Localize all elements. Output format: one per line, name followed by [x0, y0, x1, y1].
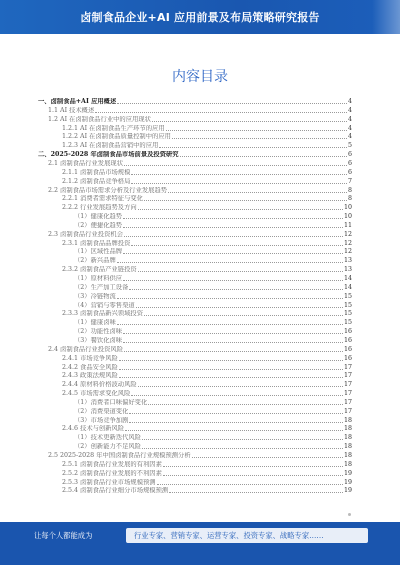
toc-entry-page: 14 — [343, 275, 352, 282]
toc-entry[interactable] — [48, 116, 352, 124]
toc-entry-page: 16 — [343, 336, 352, 344]
toc-leader-dots — [123, 217, 343, 219]
toc-entry-page: 16 — [343, 354, 352, 362]
footer-banner — [0, 522, 400, 565]
toc-entry-title: 1.2 AI 在卤制食品行业中的应用现状 — [48, 115, 151, 123]
toc-entry-page: 19 — [343, 487, 352, 495]
toc-leader-dots — [168, 191, 347, 193]
toc-entry-page: 4 — [347, 98, 352, 105]
toc-entry[interactable] — [48, 231, 352, 239]
toc-entry-title: 2.4.6 技术与创新风险 — [62, 425, 125, 433]
toc-entry-page: 5 — [347, 142, 352, 150]
toc-entry-page: 8 — [347, 195, 352, 203]
toc-entry-page: 19 — [343, 478, 352, 486]
toc-entry-page: 15 — [343, 319, 352, 327]
toc-entry-title: （4）营销与零售渠道 — [74, 301, 135, 309]
toc-entry-title: 2.1.2 卤制食品竞争格局 — [62, 177, 131, 185]
toc-entry-page: 10 — [343, 213, 352, 221]
toc-entry[interactable] — [62, 425, 352, 433]
toc-entry[interactable] — [48, 160, 352, 168]
toc-entry[interactable] — [74, 257, 352, 265]
toc-entry-page: 18 — [343, 425, 352, 433]
toc-entry-title: （2）功能性卤味 — [74, 328, 123, 336]
toc-entry[interactable] — [62, 390, 352, 398]
toc-entry-page: 18 — [343, 434, 352, 442]
footer-slogan: 让每个人都能成为 — [34, 531, 93, 540]
toc-leader-dots — [124, 164, 347, 166]
toc-entry[interactable] — [74, 222, 352, 230]
toc-entry-title: 2.5.3 卤制食品行业市场规模预测 — [62, 478, 156, 486]
toc-entry[interactable] — [62, 240, 352, 248]
toc-entry[interactable] — [62, 195, 352, 203]
toc-leader-dots — [117, 297, 343, 299]
toc-leader-dots — [119, 359, 343, 361]
toc-leader-dots — [169, 491, 343, 493]
report-header-bar — [0, 0, 400, 34]
toc-leader-dots — [144, 199, 347, 201]
toc-entry-title: 2.3.3 卤制食品新兴领域投资 — [62, 310, 143, 318]
toc-entry-page: 18 — [343, 452, 352, 459]
toc-entry-page: 17 — [343, 390, 352, 398]
toc-entry[interactable] — [48, 107, 352, 115]
toc-entry[interactable] — [74, 399, 352, 407]
toc-entry-page: 13 — [343, 257, 352, 265]
toc-entry-page: 10 — [343, 204, 352, 212]
toc-entry[interactable] — [74, 302, 352, 310]
toc-entry-page: 15 — [343, 310, 352, 318]
toc-entry[interactable] — [62, 372, 352, 380]
toc-heading: 内容目录 — [172, 69, 228, 85]
toc-leader-dots — [123, 332, 343, 334]
toc-entry-title: （1）消费者口味偏好变化 — [74, 398, 148, 406]
page-marker-dot — [348, 513, 351, 516]
toc-entry-title: （1）健康化趋势 — [74, 213, 123, 221]
toc-entry-page: 18 — [343, 443, 352, 451]
toc-entry-title: 2.3 卤制食品行业投资机会 — [48, 230, 123, 238]
toc-leader-dots — [142, 447, 343, 449]
toc-entry-page: 6 — [347, 159, 352, 167]
toc-entry-title: 2.4 卤制食品行业投资风险 — [48, 345, 123, 353]
toc-leader-dots — [123, 341, 343, 343]
toc-leader-dots — [172, 137, 347, 139]
toc-entry[interactable] — [74, 417, 352, 425]
toc-entry-title: 2.5 2025-2028 年中国卤制食品行业规模预测分析 — [48, 452, 191, 459]
toc-entry-page: 18 — [343, 416, 352, 424]
toc-entry-title: 1.2.2 AI 在卤制食品质量控制中的应用 — [62, 133, 171, 141]
toc-entry[interactable] — [62, 133, 352, 141]
toc-entry-page: 15 — [343, 301, 352, 309]
toc-entry-page: 12 — [343, 248, 352, 256]
toc-entry[interactable] — [62, 470, 352, 478]
footer-roles-text: 行业专家、营销专家、运营专家、投资专家、战略专家…… — [134, 531, 324, 540]
toc-entry-title: 2.4.5 市场需求变化风险 — [62, 390, 131, 398]
toc-leader-dots — [138, 208, 343, 210]
toc-entry[interactable] — [48, 187, 352, 195]
toc-entry-title: （1）技术更新迭代风险 — [74, 434, 141, 442]
toc-entry-page: 4 — [347, 133, 352, 141]
toc-leader-dots — [124, 235, 343, 237]
toc-leader-dots — [136, 306, 343, 308]
toc-entry-title: （2）创新能力不足风险 — [74, 443, 141, 451]
toc-entry[interactable] — [74, 248, 352, 256]
toc-entry-page: 16 — [343, 328, 352, 336]
toc-leader-dots — [117, 261, 343, 263]
toc-entry[interactable] — [62, 125, 352, 133]
toc-leader-dots — [159, 146, 347, 148]
toc-entry[interactable] — [62, 355, 352, 363]
toc-leader-dots — [125, 429, 343, 431]
toc-entry-title: （2）消费渠道变化 — [74, 407, 129, 415]
toc-leader-dots — [123, 279, 343, 281]
toc-entry-page: 12 — [343, 239, 352, 247]
toc-entry[interactable] — [74, 284, 352, 292]
toc-entry[interactable] — [48, 346, 352, 354]
toc-leader-dots — [144, 314, 343, 316]
toc-entry[interactable] — [38, 98, 352, 106]
toc-leader-dots — [163, 474, 343, 476]
toc-entry-page: 17 — [343, 372, 352, 380]
toc-entry[interactable] — [74, 293, 352, 301]
toc-entry-title: （1）区域性品牌 — [74, 248, 123, 256]
toc-entry[interactable] — [74, 319, 352, 327]
toc-entry[interactable] — [62, 479, 352, 487]
toc-leader-dots — [131, 244, 343, 246]
toc-entry[interactable] — [62, 487, 352, 495]
toc-leader-dots — [117, 102, 347, 104]
toc-entry-page: 17 — [343, 398, 352, 406]
toc-entry-page: 17 — [343, 363, 352, 371]
toc-leader-dots — [129, 412, 343, 414]
toc-entry-title: 2.2.1 消费者需求特征与变化 — [62, 195, 143, 203]
toc-leader-dots — [152, 120, 347, 122]
toc-entry[interactable] — [62, 381, 352, 389]
toc-entry[interactable] — [74, 434, 352, 442]
toc-entry-page: 4 — [347, 106, 352, 114]
toc-entry[interactable] — [62, 461, 352, 469]
toc-entry-title: 2.3.2 卤制食品产业链投资 — [62, 266, 137, 274]
toc-entry[interactable] — [74, 408, 352, 416]
toc-leader-dots — [131, 182, 347, 184]
toc-entry-title: 1.2.1 AI 在卤制食品生产环节的应用 — [62, 124, 165, 132]
toc-entry-title: 2.1 卤制食品行业发展现状 — [48, 159, 123, 167]
toc-leader-dots — [180, 155, 347, 157]
toc-entry-title: （3）冷链物流 — [74, 292, 116, 300]
toc-leader-dots — [123, 252, 343, 254]
toc-leader-dots — [157, 483, 343, 485]
toc-entry-title: 2.1.1 卤制食品市场规模 — [62, 168, 131, 176]
toc-entry-page: 19 — [343, 469, 352, 477]
toc-entry-title: （3）市场竞争加剧 — [74, 416, 129, 424]
toc-entry-page: 12 — [343, 230, 352, 238]
toc-entry[interactable] — [74, 443, 352, 451]
toc-leader-dots — [124, 350, 343, 352]
toc-entry-title: 2.2 卤制食品市场需求分析及行业发展趋势 — [48, 186, 168, 194]
toc-leader-dots — [123, 226, 343, 228]
toc-leader-dots — [142, 438, 343, 440]
toc-entry-title: （2）便捷化趋势 — [74, 221, 123, 229]
toc-entry-title: 1.2.3 AI 在卤制食品营销中的应用 — [62, 142, 159, 150]
toc-entry-title: 2.3.1 卤制食品品牌投资 — [62, 239, 131, 247]
toc-leader-dots — [119, 376, 343, 378]
toc-entry-title: （1）原材料供应 — [74, 275, 123, 282]
toc-entry-page: 17 — [343, 407, 352, 415]
toc-leader-dots — [129, 421, 343, 423]
toc-leader-dots — [117, 323, 343, 325]
toc-leader-dots — [138, 270, 343, 272]
toc-entry[interactable] — [62, 178, 352, 186]
toc-entry[interactable] — [62, 266, 352, 274]
toc-entry[interactable] — [62, 364, 352, 372]
toc-entry-page: 6 — [347, 151, 352, 159]
toc-entry[interactable] — [74, 337, 352, 345]
toc-entry-title: 一、卤制食品+AI 应用概述 — [38, 98, 117, 105]
toc-entry-title: （2）新兴品牌 — [74, 257, 116, 265]
toc-entry[interactable] — [48, 452, 352, 460]
toc-entry-page: 8 — [347, 186, 352, 194]
toc-entry[interactable] — [74, 275, 352, 283]
toc-entry-page: 11 — [343, 221, 352, 229]
footer-roles-box — [126, 528, 368, 543]
toc-entry-page: 13 — [343, 266, 352, 274]
toc-entry[interactable] — [62, 310, 352, 318]
toc-entry-page: 7 — [347, 177, 352, 185]
toc-leader-dots — [166, 129, 347, 131]
toc-entry-title: 2.5.1 卤制食品行业发展的有利因素 — [62, 460, 162, 468]
toc-entry-title: 2.4.4 原材料价格波动风险 — [62, 381, 137, 389]
toc-entry-title: （2）生产加工设备 — [74, 283, 129, 291]
toc-entry-page: 17 — [343, 381, 352, 389]
toc-entry[interactable] — [74, 328, 352, 336]
toc-entry-page: 14 — [343, 283, 352, 291]
toc-entry-title: 1.1 AI 技术概述 — [48, 106, 95, 114]
toc-leader-dots — [131, 173, 347, 175]
toc-leader-dots — [95, 111, 347, 113]
toc-entry-title: 2.5.2 卤制食品行业发展的不利因素 — [62, 469, 162, 477]
toc-entry-title: 2.4.3 政策法规风险 — [62, 372, 118, 380]
toc-entry-page: 4 — [347, 115, 352, 123]
toc-leader-dots — [192, 456, 343, 458]
toc-entry-title: 二、2025-2028 年卤制食品市场前景及投资研究 — [38, 151, 179, 159]
report-title: 卤制食品企业+AI 应用前景及布局策略研究报告 — [80, 11, 320, 24]
toc-entry[interactable] — [62, 142, 352, 150]
toc-entry-page: 16 — [343, 345, 352, 353]
toc-entry[interactable] — [62, 204, 352, 212]
toc-entry-title: （1）健康卤味 — [74, 319, 116, 327]
toc-entry-title: 2.2.2 行业发展趋势及方向 — [62, 204, 137, 212]
toc-leader-dots — [163, 465, 343, 467]
toc-entry[interactable] — [74, 213, 352, 221]
toc-entry-title: （3）餐饮化卤味 — [74, 336, 123, 344]
toc-leader-dots — [148, 403, 343, 405]
toc-entry-title: 2.4.1 市场竞争风险 — [62, 354, 118, 362]
toc-entry-title: 2.5.4 卤制食品行业细分市场规模预测 — [62, 487, 169, 495]
toc-entry[interactable] — [62, 169, 352, 177]
toc-leader-dots — [138, 385, 343, 387]
toc-entry-page: 18 — [343, 460, 352, 468]
toc-entry-page: 6 — [347, 168, 352, 176]
toc-entry-page: 15 — [343, 292, 352, 300]
toc-entry-page: 4 — [347, 124, 352, 132]
toc-leader-dots — [131, 394, 343, 396]
toc-leader-dots — [119, 368, 343, 370]
toc-entry[interactable] — [38, 151, 352, 159]
toc-leader-dots — [129, 288, 343, 290]
toc-entry-title: 2.4.2 食品安全风险 — [62, 363, 118, 371]
